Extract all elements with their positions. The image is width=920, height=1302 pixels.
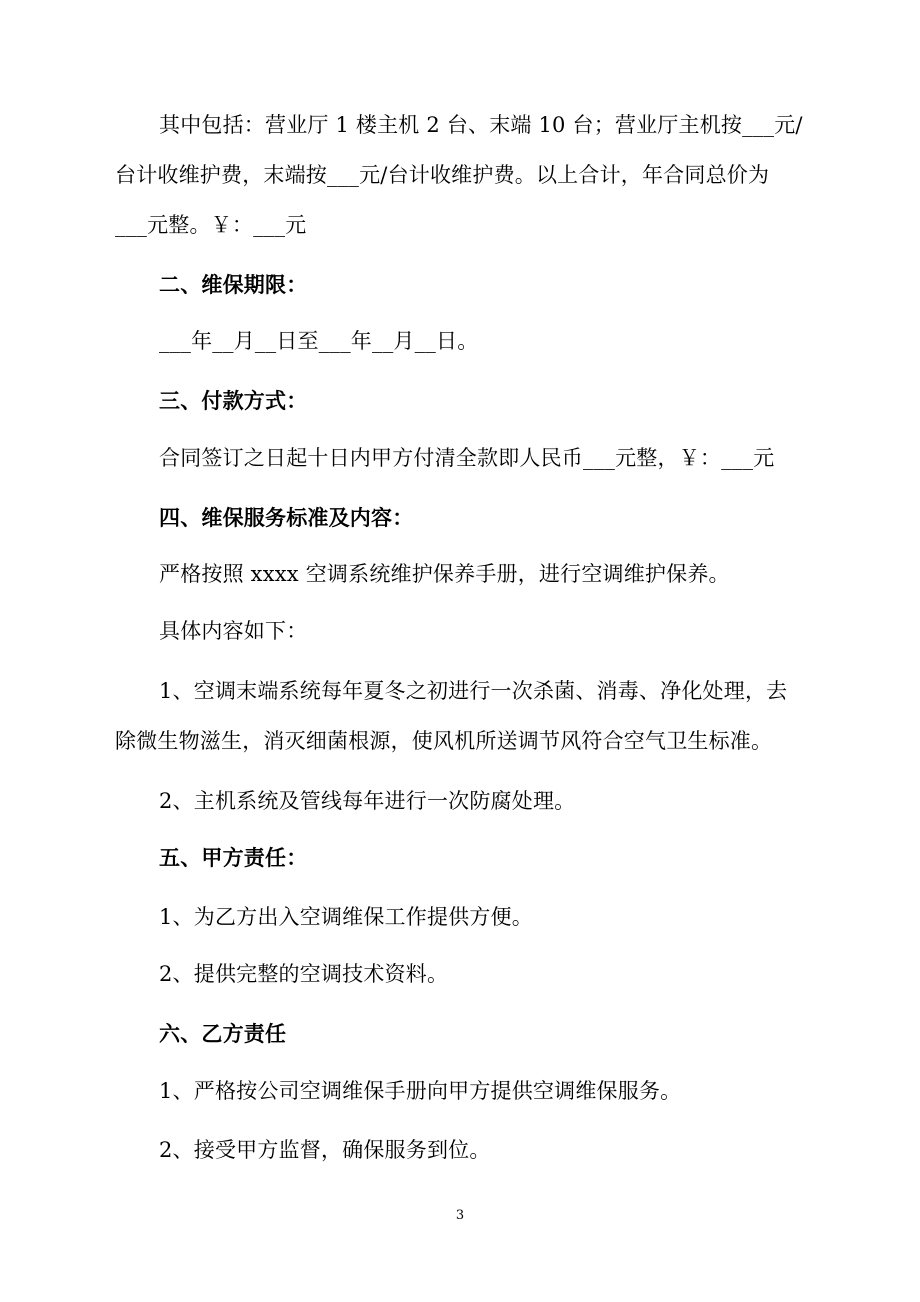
para1-line2: 台计收维护费，末端按___元/台计收维护费。以上合计，年合同总价为 xyxy=(115,163,770,187)
section6-item2: 2、接受甲方监督，确保服务到位。 xyxy=(159,1138,491,1162)
section4-heading: 四、维保服务标准及内容： xyxy=(159,505,414,530)
section5-item1: 1、为乙方出入空调维保工作提供方便。 xyxy=(159,905,533,929)
section6-heading: 六、乙方责任 xyxy=(159,1021,287,1046)
section3-heading: 三、付款方式： xyxy=(159,388,308,413)
section4-item1-line1: 1、空调末端系统每年夏冬之初进行一次杀菌、消毒、净化处理，去 xyxy=(159,679,788,703)
section2-heading: 二、维保期限： xyxy=(159,272,308,297)
section3-text: 合同签订之日起十日内甲方付清全款即人民币___元整，￥：___元 xyxy=(159,446,775,470)
section5-item2: 2、提供完整的空调技术资料。 xyxy=(159,962,449,986)
section4-item1-line2: 除微生物滋生，消灭细菌根源，使风机所送调节风符合空气卫生标准。 xyxy=(115,729,773,753)
section4-text2: 具体内容如下： xyxy=(159,619,308,643)
section5-heading: 五、甲方责任： xyxy=(159,845,308,870)
para1-line1: 其中包括：营业厅 1 楼主机 2 台、末端 10 台；营业厅主机按___元/ xyxy=(159,113,803,137)
page-number: 3 xyxy=(455,1208,465,1223)
para1-line3: ___元整。￥：___元 xyxy=(115,213,307,237)
section4-text1: 严格按照 xxxx 空调系统维护保养手册，进行空调维护保养。 xyxy=(159,562,730,586)
section6-item1: 1、严格按公司空调维保手册向甲方提供空调维保服务。 xyxy=(159,1079,682,1103)
section2-text: ___年__月__日至___年__月__日。 xyxy=(159,329,479,353)
section4-item2: 2、主机系统及管线每年进行一次防腐处理。 xyxy=(159,789,576,813)
